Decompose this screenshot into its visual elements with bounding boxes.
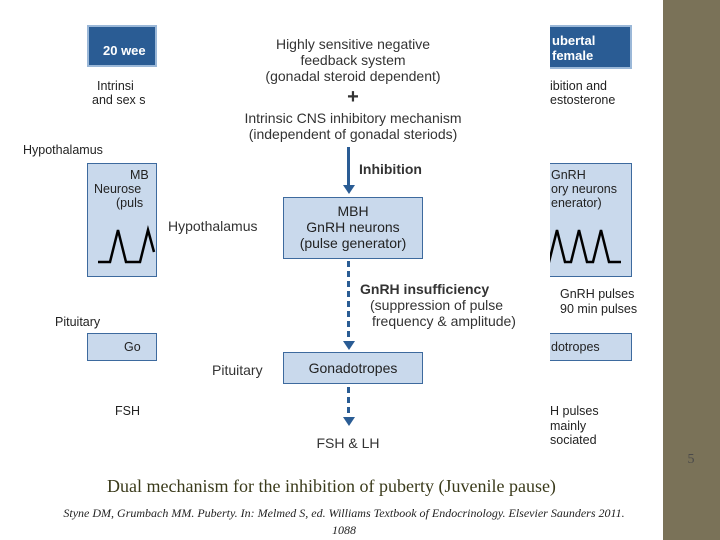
mbh-line2: GnRH neurons [306, 219, 400, 235]
left-hypothalamus-label: Hypothalamus [23, 143, 103, 157]
left-pituitary-label: Pituitary [55, 315, 101, 329]
output-label: FSH & LH [316, 435, 380, 451]
right-bottom-line1: H pulses [550, 404, 599, 418]
right-pulse-trace [537, 222, 633, 272]
right-box-line2: ory neurons [551, 182, 618, 196]
left-fsh-label: FSH [115, 404, 140, 418]
right-header-line1: ubertal [552, 33, 596, 48]
left-box-line2: Neurose [94, 182, 142, 196]
slide-caption: Dual mechanism for the inhibition of puberty (Juvenile pause) [107, 476, 556, 496]
right-pituitary-box [536, 333, 632, 361]
right-header [536, 25, 632, 69]
output-arrow-head [343, 417, 355, 426]
inhibition-arrow-shaft [347, 147, 350, 185]
center-hypothalamus-label: Hypothalamus [168, 218, 258, 234]
right-box-line3: enerator) [551, 196, 602, 210]
reference-line1: Styne DM, Grumbach MM. Puberty. In: Melmed S, ed. Williams Textbook of Endocrinology. Elsevier Saunders 2011. [63, 506, 625, 520]
right-line2: estosterone [550, 93, 616, 107]
right-pulses-line2: 90 min pulses [560, 302, 638, 316]
reference-line2: 1088 [332, 523, 356, 537]
insufficiency-line1: GnRH insufficiency [360, 281, 490, 297]
cns-text [228, 110, 478, 142]
insufficiency-dashed-arrow [347, 261, 350, 341]
mbh-line1: MBH [337, 203, 369, 219]
slide-number: 5 [673, 442, 709, 478]
right-line1: ibition and [550, 79, 607, 93]
cns-line2: (independent of gonadal steriods) [248, 126, 458, 142]
left-header [87, 25, 157, 67]
reference-citation [4, 505, 684, 539]
gonadotropes-text: Gonadotropes [308, 360, 398, 376]
center-panel [168, 13, 550, 453]
left-mbh-box [87, 163, 157, 277]
inhibition-arrow-head [343, 185, 355, 194]
feedback-line3: (gonadal steroid dependent) [265, 68, 441, 84]
right-pit-text: dotropes [551, 340, 600, 354]
feedback-line1: Highly sensitive negative [275, 36, 431, 52]
inhibition-label: Inhibition [359, 161, 422, 177]
cns-line1: Intrinsic CNS inhibitory mechanism [244, 110, 462, 126]
mbh-line3: (pulse generator) [299, 235, 407, 251]
feedback-line2: feedback system [300, 52, 406, 68]
insufficiency-line2: (suppression of pulse [370, 297, 504, 313]
insufficiency-line3: frequency & amplitude) [372, 313, 516, 329]
center-pituitary-label: Pituitary [212, 362, 263, 378]
left-box-line1: MB [130, 168, 149, 182]
right-header-line2: female [552, 48, 594, 63]
left-pit-text: Go [124, 340, 141, 354]
plus-sign: + [347, 86, 359, 108]
right-bottom-line3: sociated [550, 433, 597, 447]
feedback-text [228, 36, 478, 84]
insufficiency-text [360, 281, 516, 329]
right-gnrh-box [536, 163, 632, 277]
right-pulses-line1: GnRH pulses [560, 287, 635, 301]
left-header-text: 20 wee [103, 43, 146, 58]
left-pituitary-box [87, 333, 157, 361]
left-line2: and sex s [92, 93, 146, 107]
gonadotropes-box [283, 352, 423, 384]
left-box-line3: (puls [116, 196, 144, 210]
insufficiency-arrow-head [343, 341, 355, 350]
output-dashed-arrow [347, 387, 350, 417]
right-bottom-line2: mainly [550, 419, 587, 433]
mbh-box [283, 197, 423, 259]
diagram-figure [20, 13, 650, 453]
left-pulse-trace [88, 222, 158, 272]
left-line1: Intrinsi [97, 79, 134, 93]
right-box-line1: GnRH [551, 168, 586, 182]
